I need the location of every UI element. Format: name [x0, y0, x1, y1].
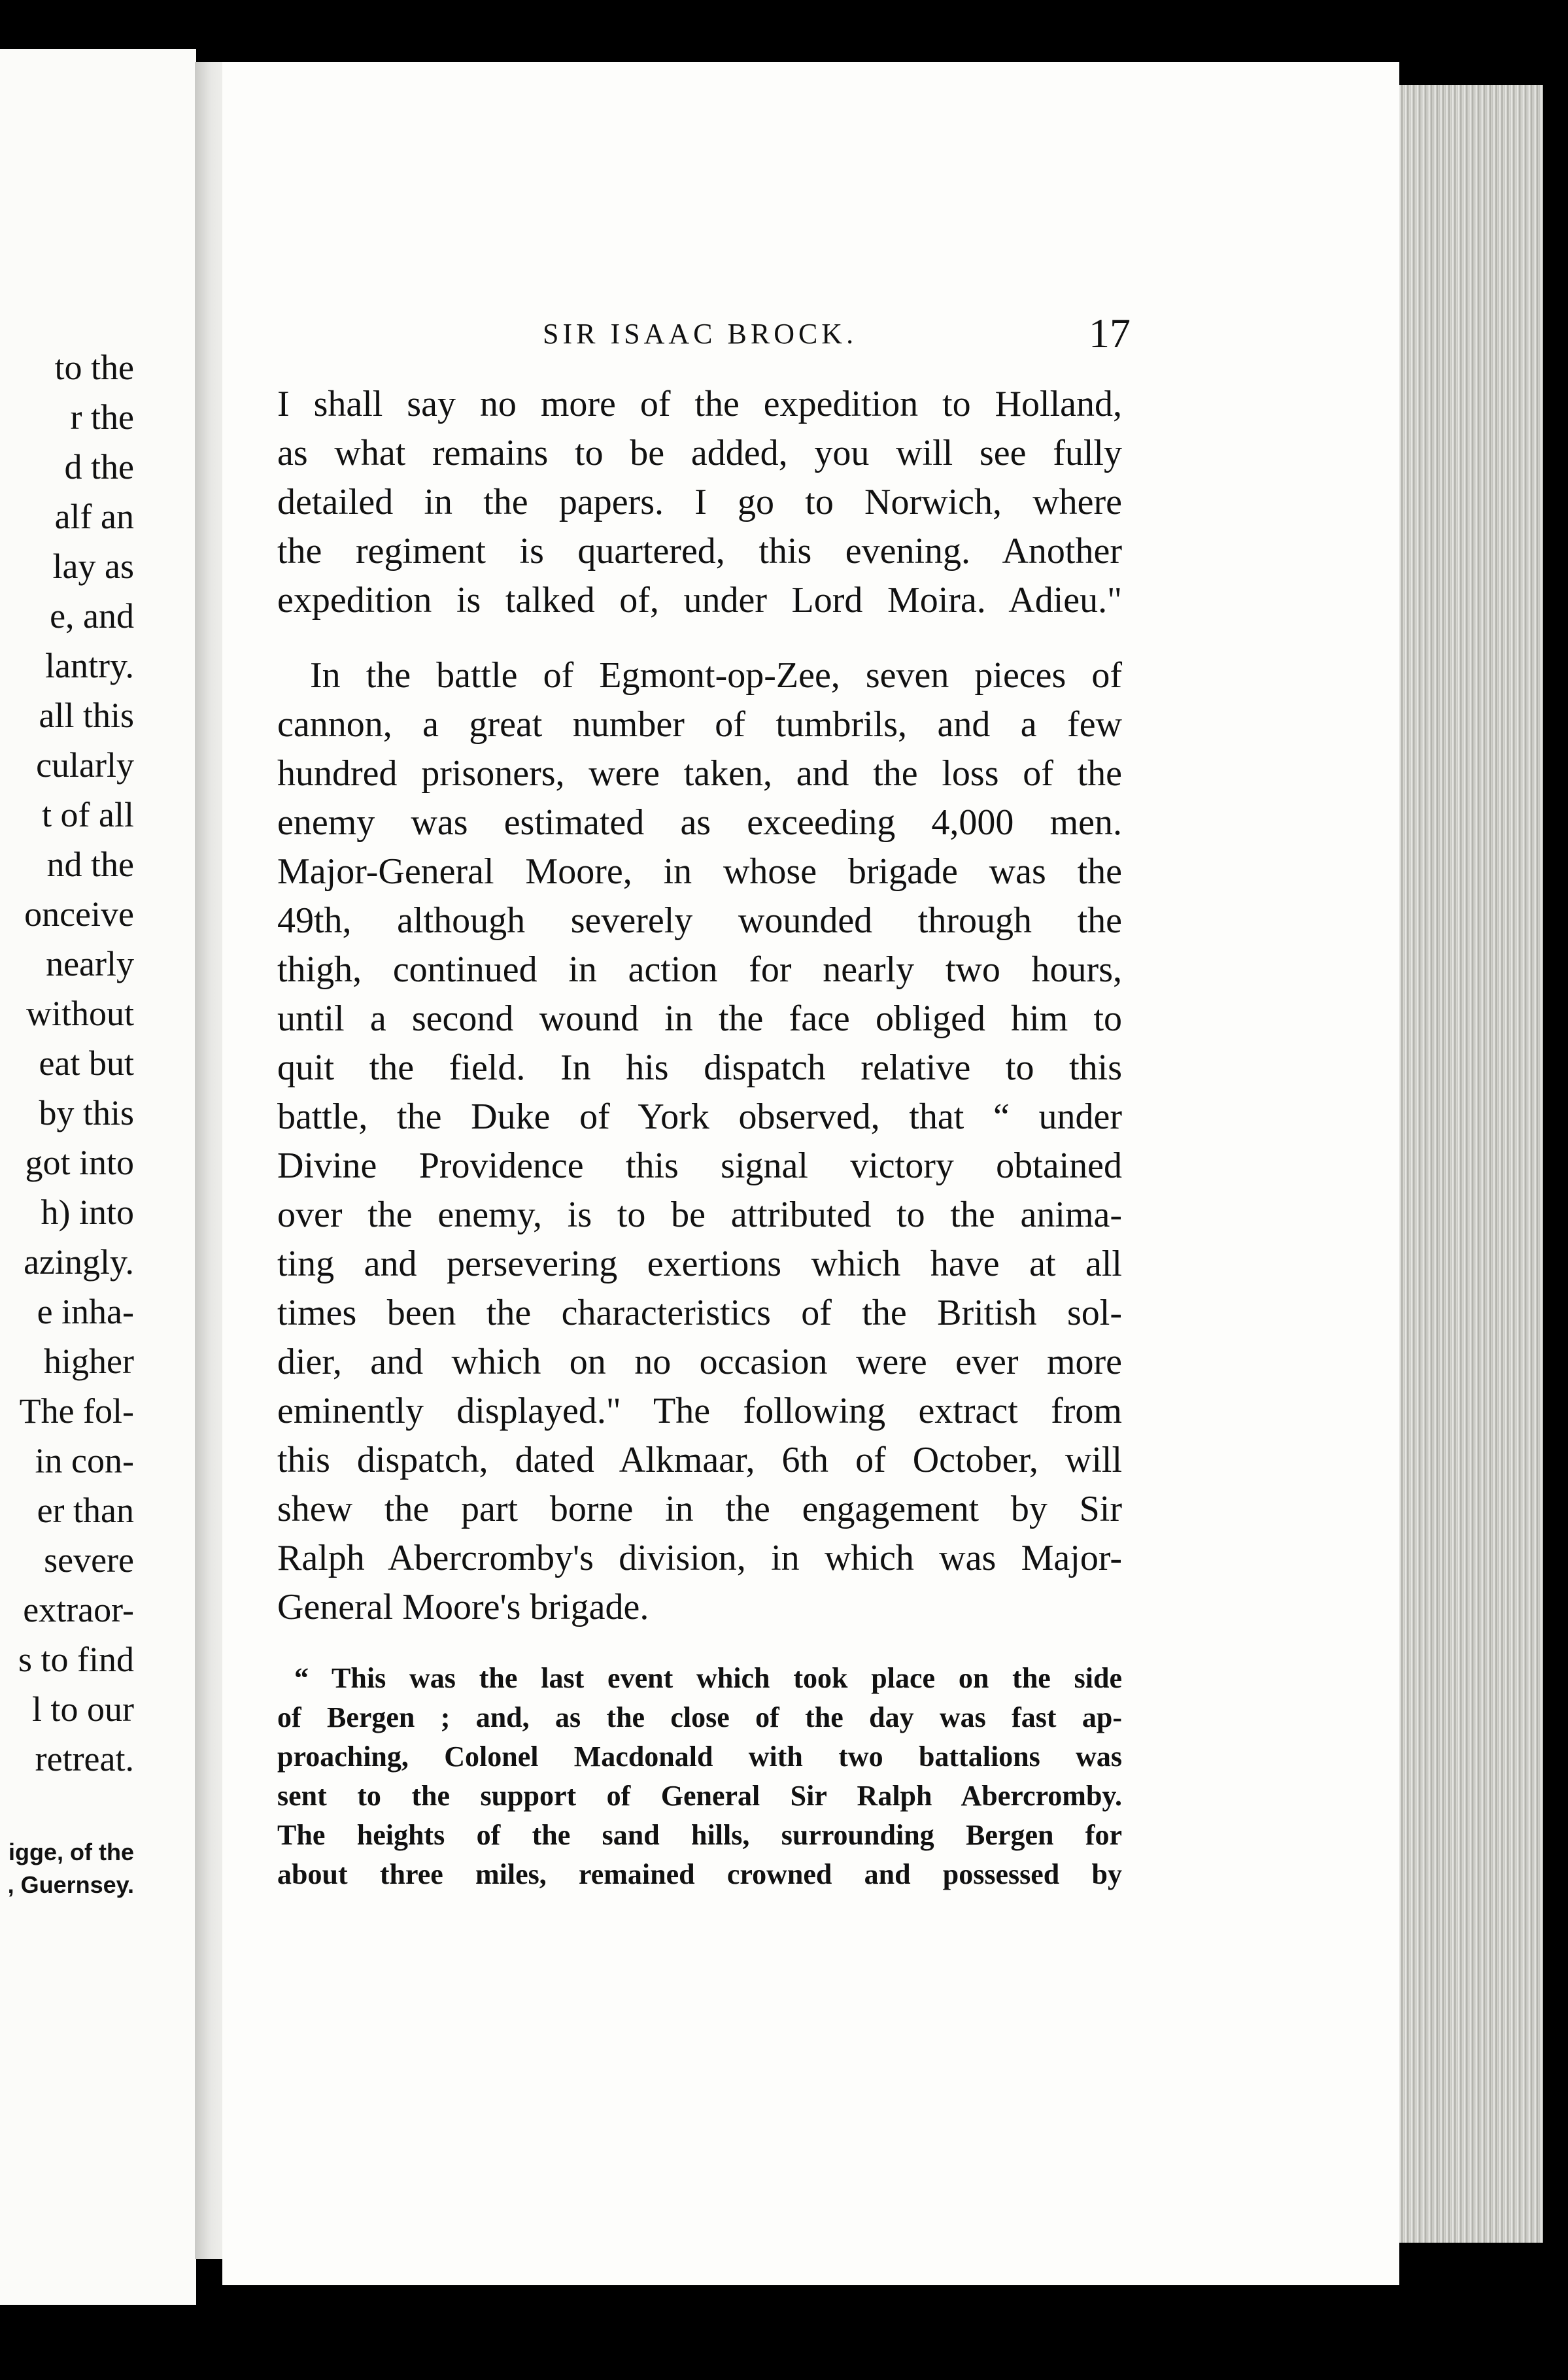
text-line: this dispatch, dated Alkmaar, 6th of October, will [277, 1440, 1122, 1480]
text-line: dier, and which on no occasion were ever more [277, 1342, 1122, 1382]
text-line: the regiment is quartered, this evening. Another [277, 531, 1122, 571]
text-line: ting and persevering exertions which have at all [277, 1244, 1122, 1284]
text-line: as what remains to be added, you will see fully [277, 433, 1122, 473]
text-line: enemy was estimated as exceeding 4,000 men. [277, 802, 1122, 843]
left-page-line: lay as [52, 547, 134, 586]
left-page-line: d the [64, 447, 134, 486]
left-page-line: e inha- [37, 1292, 134, 1331]
left-page-line: eat but [39, 1044, 134, 1083]
left-page-line: alf an [54, 497, 134, 536]
text-line: 49th, although severely wounded through the [277, 900, 1122, 941]
left-page-line: got into [25, 1143, 134, 1182]
text-line: times been the characteristics of the British sol- [277, 1293, 1122, 1333]
left-page-line: r the [70, 398, 134, 437]
left-page-line: without [26, 994, 134, 1033]
book-page-right [222, 62, 1399, 2285]
text-line: shew the part borne in the engagement by Sir [277, 1489, 1122, 1529]
text-line: battle, the Duke of York observed, that “ under [277, 1096, 1122, 1137]
left-page-line: retreat. [35, 1739, 134, 1778]
left-page-line: lantry. [45, 646, 134, 685]
left-page-line: higher [44, 1342, 134, 1381]
left-page-footnote: , Guernsey. [7, 1871, 134, 1898]
quote-line: The heights of the sand hills, surrounding Bergen for [277, 1819, 1122, 1851]
facing-page-left [0, 49, 196, 2305]
left-page-line: The fol- [19, 1391, 134, 1431]
left-page-line: cularly [36, 745, 134, 785]
page-number: 17 [1089, 310, 1131, 356]
text-line: eminently displayed." The following extract from [277, 1391, 1122, 1431]
left-page-line: azingly. [24, 1242, 134, 1282]
left-page-line: e, and [50, 596, 134, 636]
left-page-line: severe [44, 1540, 134, 1580]
text-line: thigh, continued in action for nearly two hours, [277, 949, 1122, 990]
left-page-line: er than [37, 1491, 134, 1530]
page-edges [1386, 85, 1543, 2243]
text-line: Divine Providence this signal victory obtained [277, 1146, 1122, 1186]
left-page-line: h) into [41, 1193, 134, 1232]
left-page-line: t of all [42, 795, 134, 834]
text-line: cannon, a great number of tumbrils, and a few [277, 704, 1122, 745]
text-line: Ralph Abercromby's division, in which was Major- [277, 1538, 1122, 1578]
text-line: Major-General Moore, in whose brigade was the [277, 851, 1122, 892]
text-line: hundred prisoners, were taken, and the loss of the [277, 753, 1122, 794]
quote-line: proaching, Colonel Macdonald with two battalions was [277, 1741, 1122, 1773]
text-line: General Moore's brigade. [277, 1587, 649, 1627]
left-page-line: to the [54, 348, 134, 387]
left-page-line: s to find [18, 1640, 134, 1679]
left-page-line: in con- [35, 1441, 134, 1480]
text-line: I shall say no more of the expedition to Holland, [277, 384, 1122, 424]
left-page-line: l to our [32, 1690, 134, 1729]
quote-line: of Bergen ; and, as the close of the day was fast ap- [277, 1701, 1122, 1733]
left-page-line: by this [39, 1093, 134, 1132]
left-page-line: extraor- [23, 1590, 134, 1629]
left-page-line: all this [39, 696, 134, 735]
text-line: In the battle of Egmont-op-Zee, seven pieces of [310, 655, 1122, 696]
quote-line: about three miles, remained crowned and possessed by [277, 1858, 1122, 1890]
text-line: over the enemy, is to be attributed to the anima- [277, 1195, 1122, 1235]
quote-line: sent to the support of General Sir Ralph Abercromby. [277, 1780, 1122, 1812]
quote-line: “ This was the last event which took place on the side [294, 1662, 1122, 1694]
left-page-line: onceive [24, 894, 134, 934]
text-line: expedition is talked of, under Lord Moira. Adieu." [277, 580, 1122, 620]
left-page-line: nearly [46, 944, 134, 983]
left-page-line: nd the [46, 845, 134, 884]
text-line: until a second wound in the face obliged him to [277, 998, 1122, 1039]
running-title: SIR ISAAC BROCK. [543, 318, 858, 350]
text-line: detailed in the papers. I go to Norwich, where [277, 482, 1122, 522]
left-page-footnote: igge, of the [9, 1839, 134, 1865]
text-line: quit the field. In his dispatch relative to this [277, 1047, 1122, 1088]
